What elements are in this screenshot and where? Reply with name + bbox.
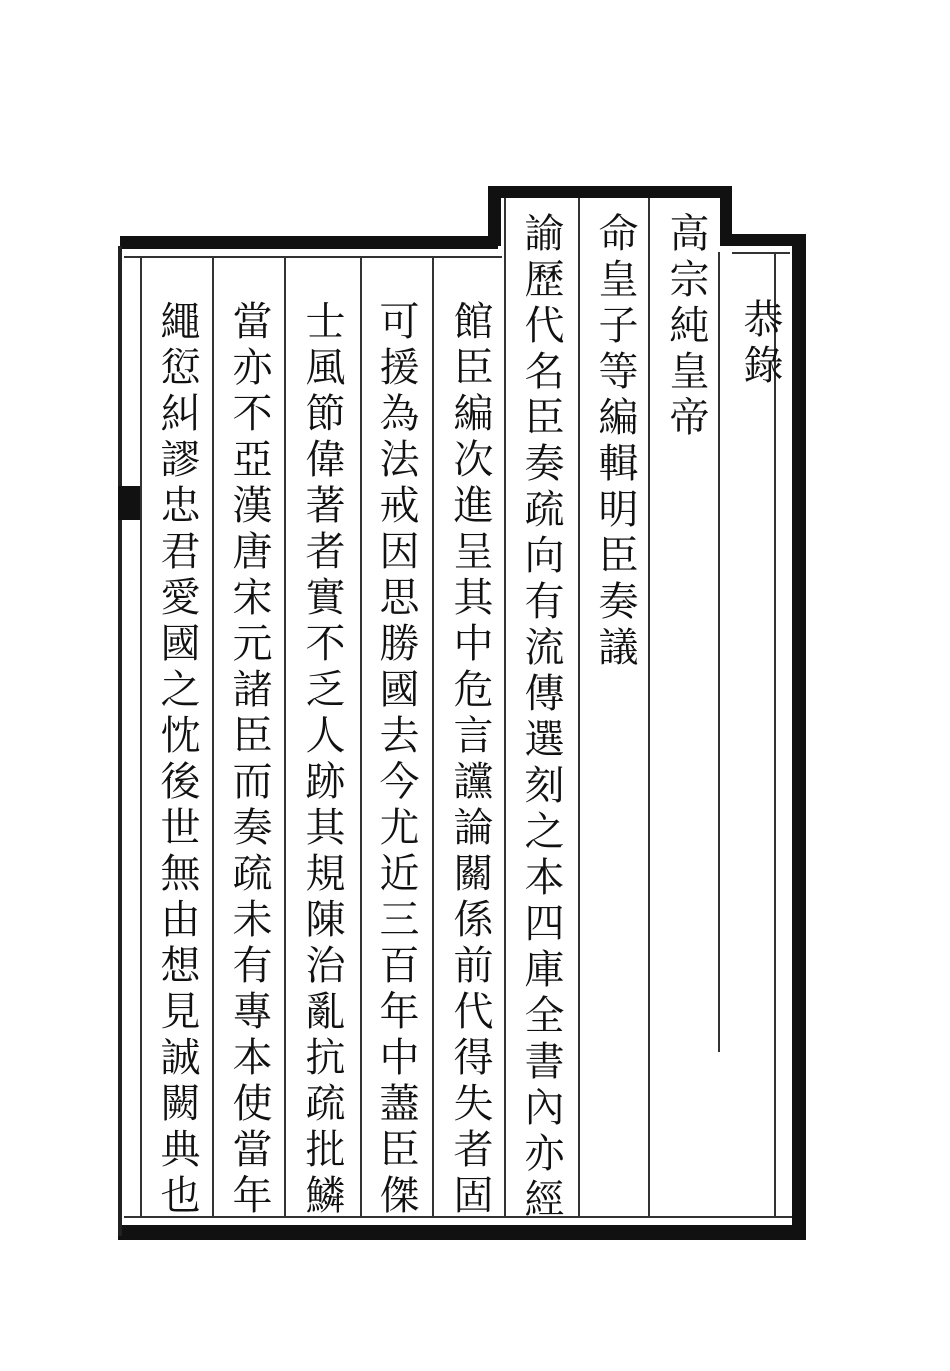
column-rule — [140, 258, 142, 1216]
column-rule — [578, 198, 580, 1216]
column-rule — [774, 252, 776, 1216]
text-column-7: 士風節偉著者實不乏人跡其規陳治亂抗疏批鱗 — [299, 300, 345, 1220]
frame-border-raised-top — [488, 186, 732, 198]
column-rule — [284, 258, 286, 1216]
column-rule — [648, 198, 650, 1216]
inner-rule-top-right — [732, 252, 790, 254]
text-column-emperor: 高宗純皇帝 — [663, 212, 709, 442]
text-column-3: 命皇子等編輯明臣奏議 — [592, 212, 638, 672]
frame-border-left — [118, 246, 122, 1236]
frame-border-bottom — [118, 1225, 806, 1240]
frame-border-top-left — [120, 236, 498, 249]
text-column-9: 繩愆糾謬忠君愛國之忱後世無由想見誠闕典也 — [154, 300, 200, 1220]
column-rule — [432, 258, 434, 1216]
column-rule — [212, 258, 214, 1216]
column-rule — [718, 252, 720, 1052]
text-column-heading: 恭錄 — [737, 298, 783, 390]
fishtail-mark — [118, 486, 140, 520]
text-column-5: 館臣編次進呈其中危言讜論關係前代得失者固 — [447, 300, 493, 1220]
frame-border-right — [792, 234, 806, 1240]
text-column-4: 諭歷代名臣奏疏向有流傳選刻之本四庫全書內亦經 — [518, 212, 564, 1224]
column-rule — [360, 258, 362, 1216]
text-column-6: 可援為法戒因思勝國去今尤近三百年中藎臣傑 — [373, 300, 419, 1220]
column-rule — [504, 198, 506, 1216]
text-column-8: 當亦不亞漢唐宋元諸臣而奏疏未有專本使當年 — [226, 300, 272, 1220]
inner-rule-top — [124, 256, 502, 258]
